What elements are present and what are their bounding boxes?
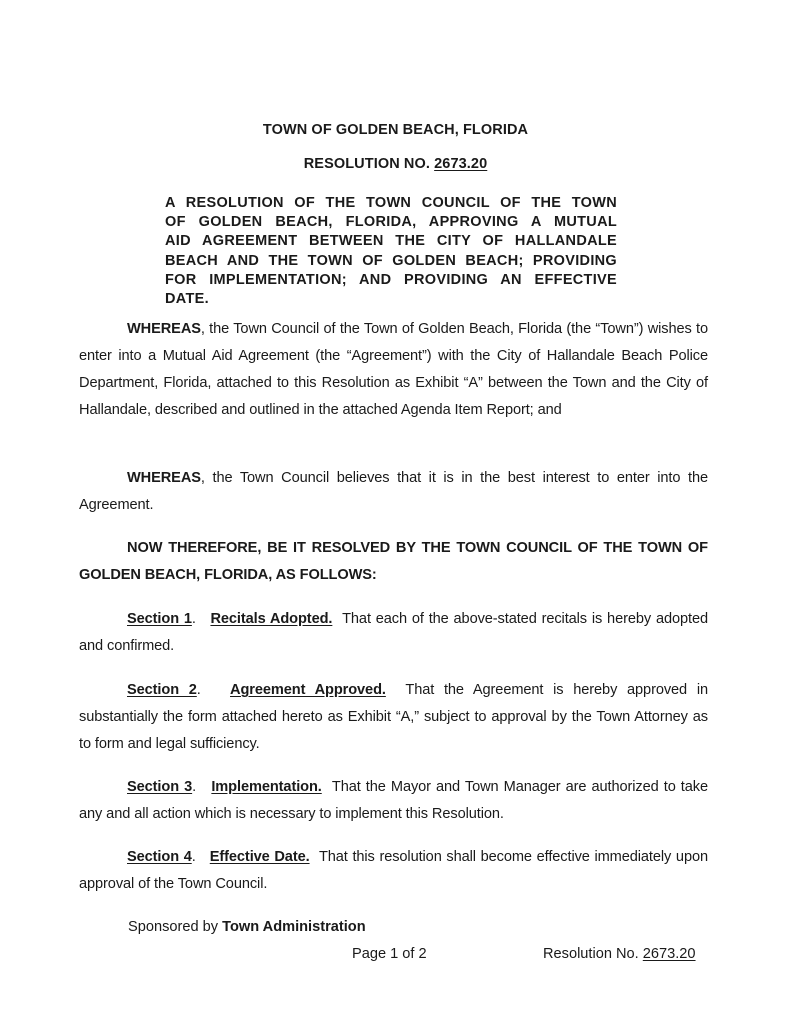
page-number: Page 1 of 2 <box>352 946 427 962</box>
section-heading: Recitals Adopted. <box>210 611 333 627</box>
section-1: Section 1. Recitals Adopted. That each of the above-stated recitals is hereby adopted and confirmed. <box>79 611 708 654</box>
title-line: AID AGREEMENT BETWEEN THE CITY OF HALLANDALE <box>165 233 617 250</box>
title-line: A RESOLUTION OF THE TOWN COUNCIL OF THE TOWN <box>165 195 617 211</box>
resolution-number: 2673.20 <box>434 156 488 172</box>
whereas-lead: WHEREAS <box>127 470 201 486</box>
section-label: Section 2 <box>127 682 197 698</box>
section-heading: Implementation. <box>211 779 322 795</box>
resolution-number-heading <box>0 156 791 172</box>
whereas-paragraph-1 <box>79 316 708 424</box>
section-label: Section 4 <box>127 849 192 865</box>
section-heading: Effective Date. <box>209 849 310 865</box>
section-heading: Agreement Approved. <box>230 682 386 698</box>
whereas-lead: WHEREAS <box>127 321 201 337</box>
title-line: BEACH AND THE TOWN OF GOLDEN BEACH; PROVIDING <box>165 252 617 269</box>
section-label: Section 1 <box>127 611 192 627</box>
whereas-paragraph-2 <box>79 465 708 519</box>
section-2: Section 2. Agreement Approved. That the Agreement is hereby approved in substantially the form attached hereto as Exhibit “A,” subject to approval by the Town Attorney as to form and legal sufficiency. <box>79 682 708 752</box>
town-heading: TOWN OF GOLDEN BEACH, FLORIDA <box>262 122 529 138</box>
resolution-title <box>165 194 617 309</box>
footer-resolution-prefix: Resolution No. <box>543 946 643 962</box>
now-therefore-text: NOW THEREFORE, BE IT RESOLVED BY THE TOWN COUNCIL OF THE TOWN OF GOLDEN BEACH, FLORIDA, AS FOLLOWS: <box>79 540 708 583</box>
section-label: Section 3 <box>127 779 193 795</box>
sponsor-prefix: Sponsored by <box>128 919 223 935</box>
section-text: That the Mayor and Town Manager are authorized to take any and all action which is necessary to implement this Resolution. <box>79 779 708 822</box>
section-text: That each of the above-stated recitals is hereby adopted and confirmed. <box>79 611 708 654</box>
title-line: FOR IMPLEMENTATION; AND PROVIDING AN EFFECTIVE <box>165 271 617 288</box>
whereas-text: , the Town Council believes that it is in the best interest to enter into the Agreement. <box>79 470 708 513</box>
sponsor-line <box>128 919 366 935</box>
section-3: Section 3. Implementation. That the Mayor and Town Manager are authorized to take any and all action which is necessary to implement this Resolution. <box>79 779 708 822</box>
sponsor-name: Town Administration <box>222 919 366 935</box>
section-text: That this resolution shall become effective immediately upon approval of the Town Council. <box>79 849 708 892</box>
section-4: Section 4. Effective Date. That this resolution shall become effective immediately upon approval of the Town Council. <box>79 849 708 892</box>
title-line: DATE. <box>165 291 209 308</box>
title-line: OF GOLDEN BEACH, FLORIDA, APPROVING A MUTUAL <box>165 214 617 231</box>
whereas-text: , the Town Council of the Town of Golden Beach, Florida (the “Town”) wishes to enter into a Mutual Aid Agreement (the “Agreement”) with the City of Hallandale Beach Police Department, Florida, attached to this Resolution as Exhibit “A” between the Town and the City of Hallandale, described and outlined in the attached Agenda Item Report; and <box>79 321 708 418</box>
section-text: That the Agreement is hereby approved in substantially the form attached hereto as Exhibit “A,” subject to approval by the Town Attorney as to form and legal sufficiency. <box>79 682 708 752</box>
resolution-prefix: RESOLUTION NO. <box>303 156 435 172</box>
footer-resolution-value: 2673.20 <box>642 946 696 962</box>
footer-resolution-number <box>543 946 696 962</box>
now-therefore-clause <box>79 535 708 589</box>
